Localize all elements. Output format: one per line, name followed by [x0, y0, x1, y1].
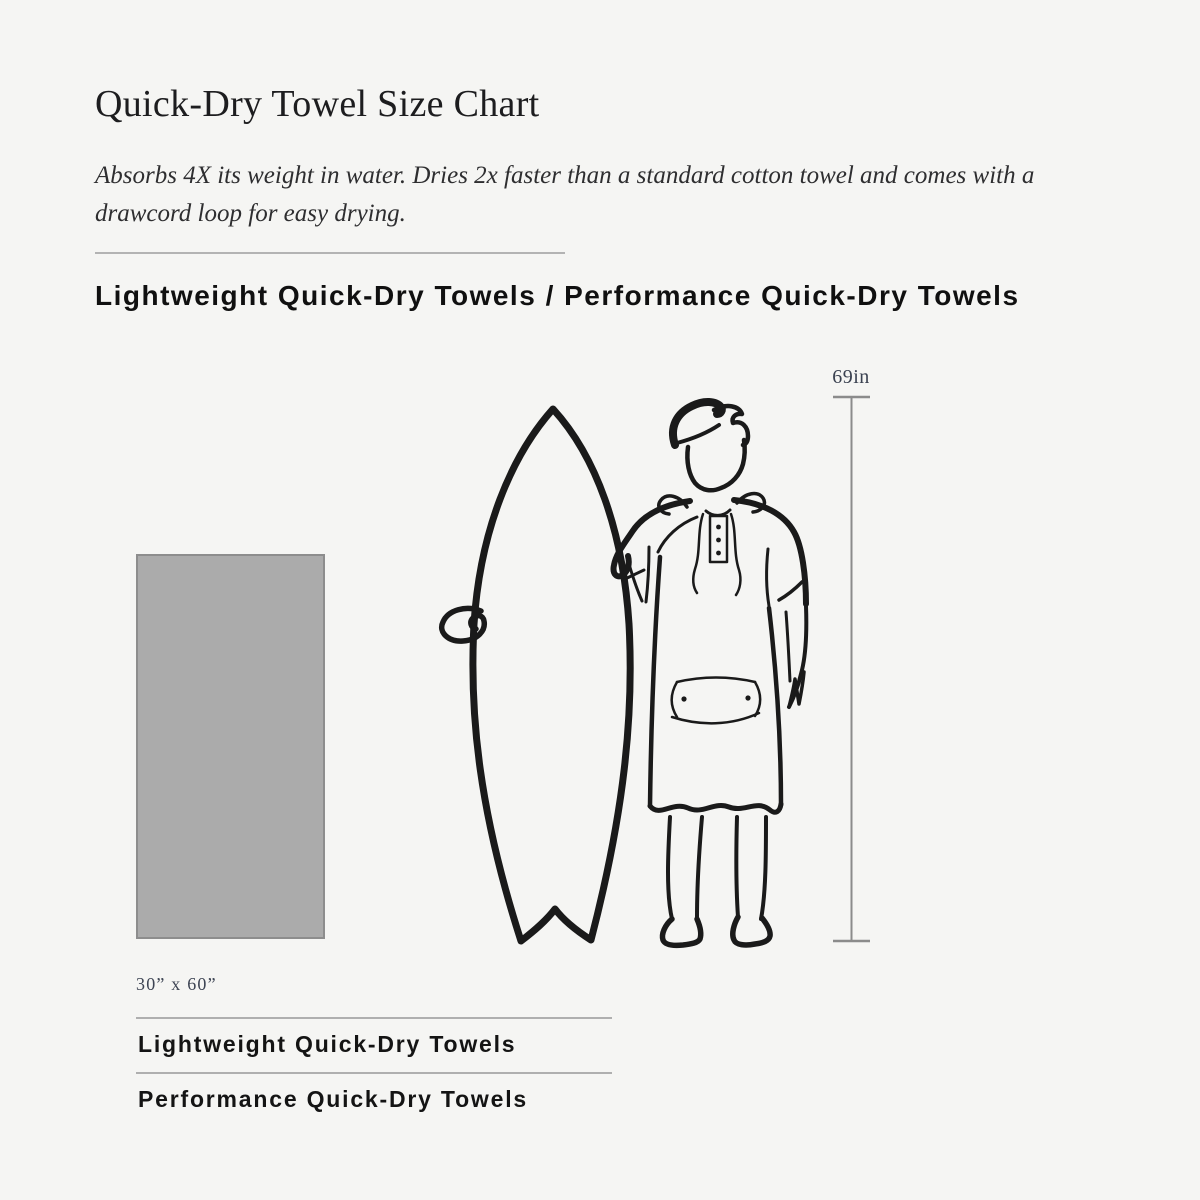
page-subtitle: Absorbs 4X its weight in water. Dries 2x faster than a standard cotton towel and comes with a drawcord loop for easy drying. — [95, 162, 1035, 227]
height-measure-line — [833, 397, 870, 941]
person-illustration — [614, 402, 807, 945]
page-title: Quick-Dry Towel Size Chart — [95, 83, 540, 125]
section-heading: Lightweight Quick-Dry Towels / Performance Quick-Dry Towels — [95, 280, 1020, 311]
legend-divider — [136, 1017, 612, 1019]
legend-divider — [136, 1072, 612, 1074]
surfboard-illustration — [442, 409, 631, 941]
legend-item-lightweight: Lightweight Quick-Dry Towels — [138, 1031, 517, 1057]
surfboard-side-loop — [442, 608, 485, 641]
towel-size-label: 30” x 60” — [136, 974, 217, 994]
legend-item-performance: Performance Quick-Dry Towels — [138, 1086, 528, 1112]
height-measurement-label: 69in — [832, 366, 870, 388]
legend — [136, 1017, 612, 1113]
